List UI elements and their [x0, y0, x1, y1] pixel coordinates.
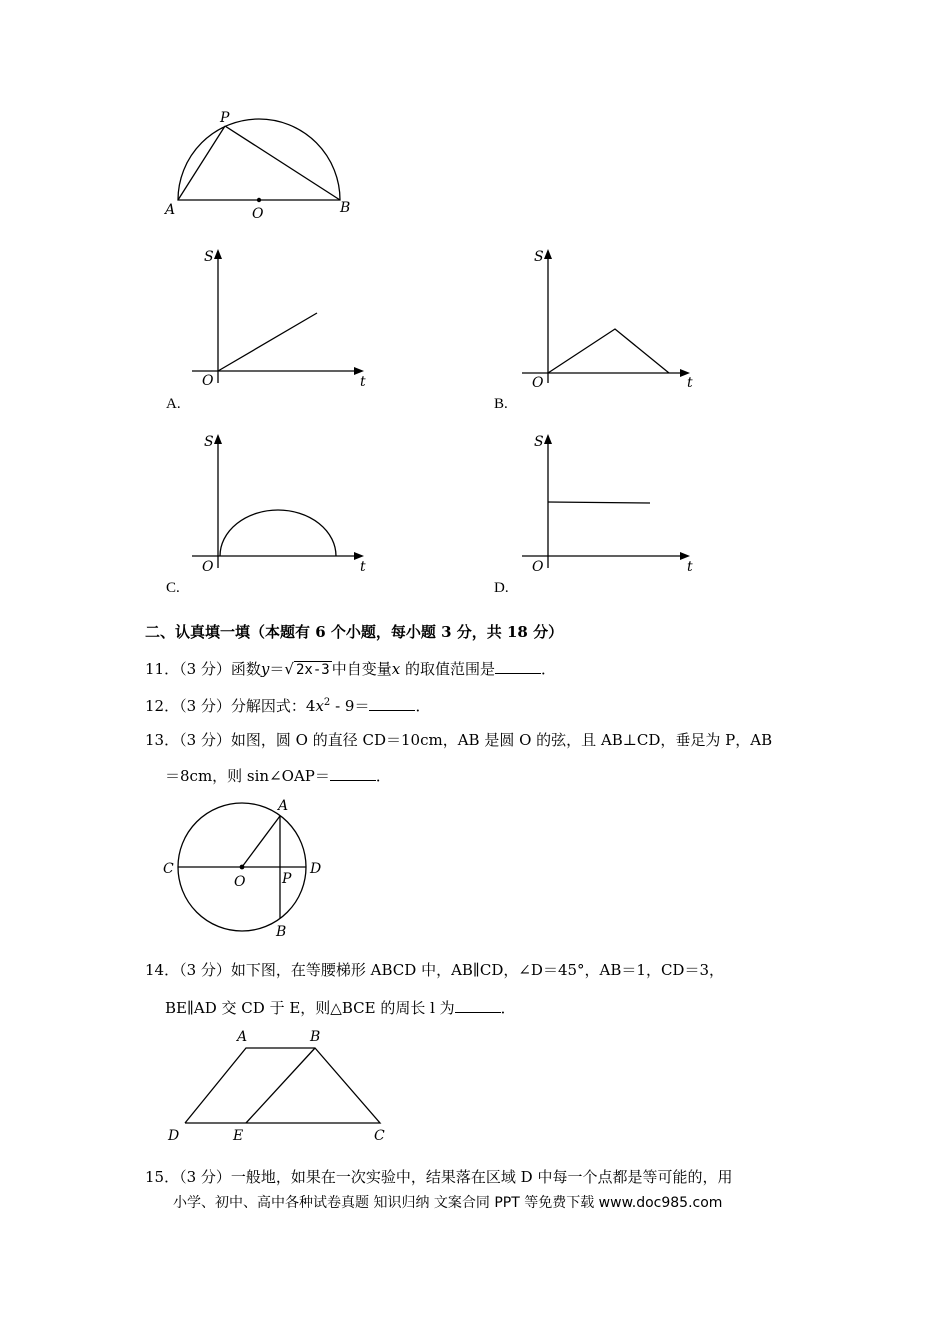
question-12: 12．（3 分）分解因式：$4x^2 - 9=$ ． [145, 697, 431, 715]
section-heading: 二、认真填一填（本题有 6 个小题，每小题 3 分，共 18 分） [145, 623, 564, 641]
answer-blank-13[interactable] [330, 766, 376, 781]
graph-option-c [190, 428, 370, 578]
svg-text:t: t [360, 559, 366, 575]
option-c-label: C. [166, 580, 180, 596]
svg-text:C: C [374, 1128, 385, 1144]
question-11: 11．（3 分）函数y＝√ 2x-3 中自变量x 的取值范围是 ． [145, 660, 556, 678]
footer-text: 小学、初中、高中各种试卷真题 知识归纳 文案合同 PPT 等免费下载 www.doc985.com [173, 1195, 723, 1211]
svg-text:S: S [204, 249, 214, 265]
svg-text:S: S [534, 249, 544, 265]
sqrt-radicand: 2x-3 [295, 662, 330, 678]
svg-text:t: t [687, 559, 693, 575]
question-13-line2: ＝8cm，则 sin∠OAP＝ ． [165, 767, 391, 785]
svg-text:D: D [168, 1128, 180, 1144]
graph-option-a [190, 243, 370, 393]
question-15: 15．（3 分）一般地，如果在一次实验中，结果落在区域 D 中每一个点都是等可能的，用 [145, 1168, 733, 1186]
svg-text:S: S [534, 434, 544, 450]
graph-option-d [520, 428, 700, 578]
option-b-label: B. [494, 396, 508, 412]
svg-text:O: O [532, 375, 544, 391]
svg-text:O: O [234, 874, 246, 890]
svg-text:O: O [202, 373, 214, 389]
answer-blank-11[interactable] [495, 659, 541, 674]
svg-text:A: A [237, 1029, 248, 1045]
question-13-line1: 13．（3 分）如图，圆 O 的直径 CD＝10cm，AB 是圆 O 的弦，且 AB⊥CD，垂足为 P，AB [145, 731, 773, 749]
graph-option-b [520, 243, 700, 393]
option-d-label: D. [494, 580, 509, 596]
svg-text:S: S [204, 434, 214, 450]
svg-text:t: t [687, 375, 693, 391]
svg-text:B: B [310, 1029, 321, 1045]
label-a: A [165, 202, 176, 218]
label-b: B [340, 200, 351, 216]
svg-text:B: B [276, 924, 287, 940]
option-a-label: A. [166, 396, 181, 412]
svg-text:A: A [278, 798, 289, 814]
svg-text:O: O [532, 559, 544, 575]
trapezoid-figure [160, 1025, 400, 1147]
svg-text:t: t [360, 374, 366, 390]
sqrt-sign: √ [284, 660, 294, 678]
question-14-line1: 14．（3 分）如下图，在等腰梯形 ABCD 中，AB∥CD，∠D＝45°，AB＝1，CD＝3， [145, 961, 724, 979]
answer-blank-12[interactable] [369, 696, 415, 711]
svg-text:E: E [233, 1128, 244, 1144]
question-14-line2: BE∥AD 交 CD 于 E，则△BCE 的周长 l 为 ． [165, 999, 516, 1017]
label-p: P [220, 110, 230, 126]
circle-figure [160, 792, 340, 942]
semicircle-figure [160, 108, 370, 220]
svg-text:C: C [163, 861, 174, 877]
svg-text:O: O [202, 559, 214, 575]
svg-text:P: P [282, 871, 292, 887]
answer-blank-14[interactable] [455, 998, 501, 1013]
label-o: O [252, 206, 264, 220]
svg-text:D: D [310, 861, 322, 877]
